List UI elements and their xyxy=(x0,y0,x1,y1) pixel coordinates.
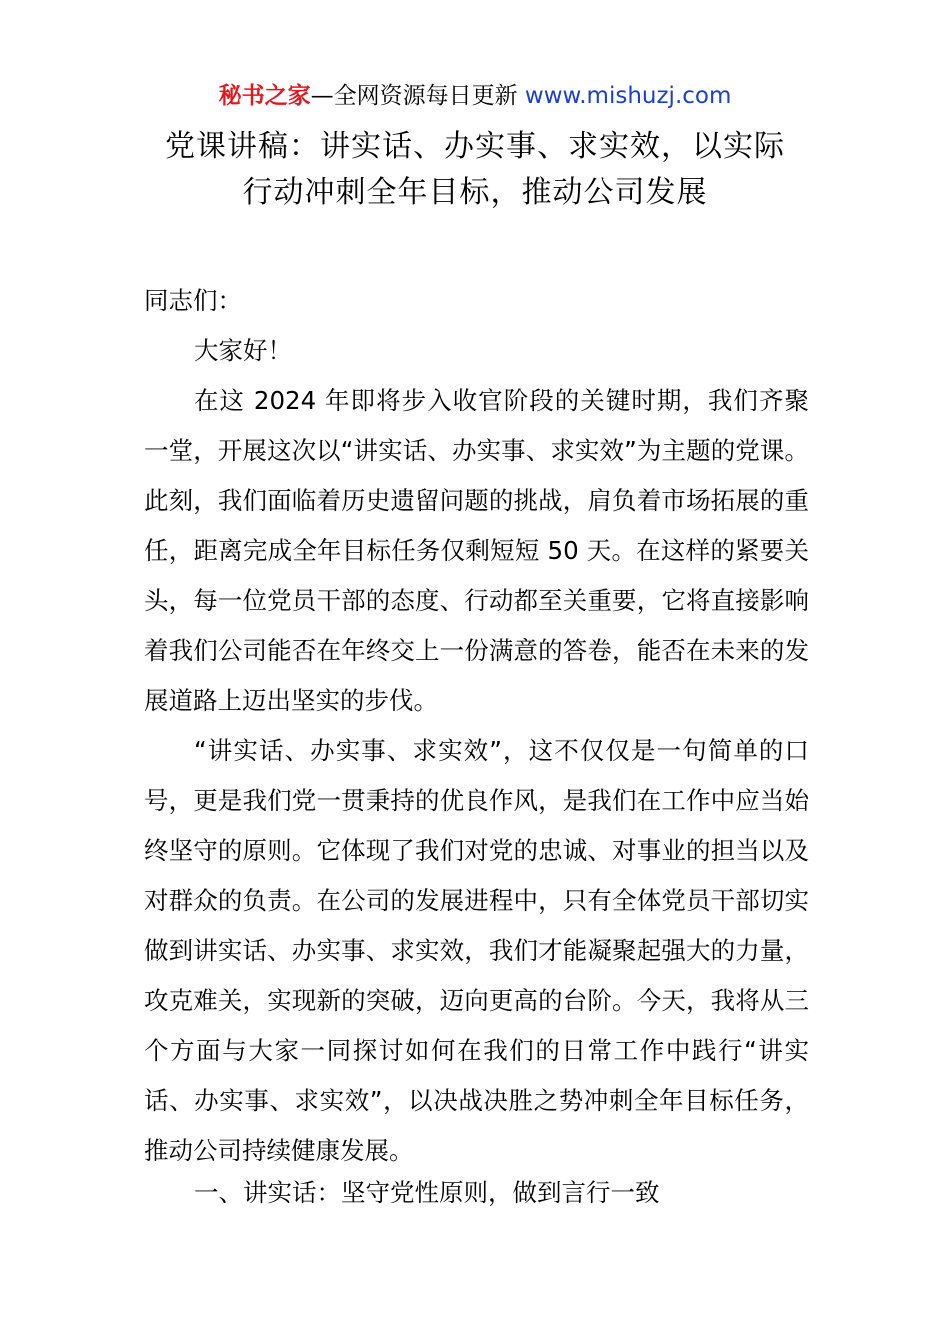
site-slogan: —全网资源每日更新 xyxy=(310,83,525,109)
title-line-2: 行动冲刺全年目标，推动公司发展 xyxy=(242,175,708,210)
site-url-link[interactable]: www.mishuzj.com xyxy=(524,83,732,109)
site-name: 秘书之家 xyxy=(218,83,311,109)
title-line-1: 党课讲稿：讲实话、办实事、求实效，以实际 xyxy=(165,129,785,164)
greeting: 大家好！ xyxy=(194,336,292,365)
body-paragraph-2: “讲实话、办实事、求实效”，这不仅仅是一句简单的口号，更是我们党一贯秉持的优良作风，是我们在工作中应当始终坚守的原则。它体现了我们对党的忠诚、对事业的担当以及对群众的负责。在公司的发展进程中，只有全体党员干部切实做到讲实话、办实事、求实效，我们才能凝聚起强大的力量，攻克难关，实现新的突破，迈向更高的台阶。今天，我将从三个方面与大家一同探讨如何在我们的日常工作中践行“讲实话、办实事、求实效”，以决战决胜之势冲刺全年目标任务，推动公司持续健康发展。 xyxy=(144,736,809,1165)
site-banner xyxy=(0,80,950,112)
body-paragraph-1: 在这 2024 年即将步入收官阶段的关键时期，我们齐聚一堂，开展这次以“讲实话、办实事、求实效”为主题的党课。此刻，我们面临着历史遗留问题的挑战，肩负着市场拓展的重任，距离完成全年目标任务仅剩短短 50 天。在这样的紧要关头，每一位党员干部的态度、行动都至关重要，它将直接影响着我们公司能否在年终交上一份满意的答卷，能否在未来的发展道路上迈出坚实的步伐。 xyxy=(144,386,809,715)
salutation: 同志们： xyxy=(144,286,242,315)
section-heading: 一、讲实话：坚守党性原则，做到言行一致 xyxy=(194,1178,660,1207)
document-body xyxy=(144,276,809,1176)
document-title xyxy=(100,124,850,216)
